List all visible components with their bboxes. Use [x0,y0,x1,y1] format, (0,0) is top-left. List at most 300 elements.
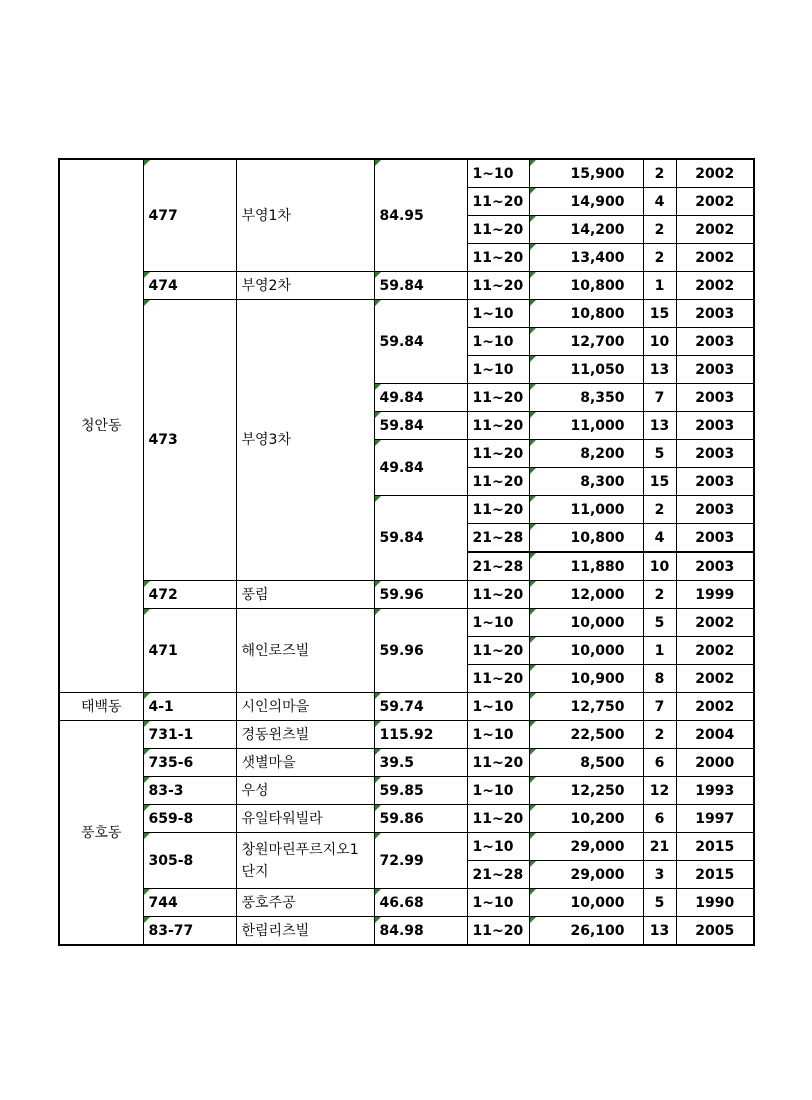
year-built-cell [676,609,754,637]
cell-marker-icon [144,777,150,783]
cell-marker-icon [530,805,536,811]
lot-number-cell-text: 731-1 [148,726,194,743]
floor-range-cell-text: 11~20 [472,586,524,603]
floor-range-cell-text: 11~20 [472,277,524,294]
cell-marker-icon [530,637,536,643]
floor-range-cell [467,552,529,581]
cell-marker-icon [530,665,536,671]
price-cell-text: 8,200 [580,445,625,462]
floor-range-cell [467,777,529,805]
area-cell [374,721,467,749]
complex-name-cell-text: 부영2차 [241,277,291,294]
year-built-cell [676,889,754,917]
area-cell [374,693,467,721]
price-cell [529,384,643,412]
cell-marker-icon [144,721,150,727]
cell-marker-icon [530,693,536,699]
cell-marker-icon [375,777,381,783]
cell-marker-icon [530,216,536,222]
price-cell-text: 10,800 [570,305,625,322]
unit-count-cell [643,384,676,412]
year-built-cell [676,468,754,496]
floor-range-cell-text: 11~20 [472,445,524,462]
complex-name-cell-text: 시인의마을 [241,698,310,715]
price-cell-text: 26,100 [570,922,625,939]
cell-marker-icon [530,188,536,194]
complex-name-cell-text: 우성 [241,782,269,799]
cell-marker-icon [530,300,536,306]
unit-count-cell [643,749,676,777]
floor-range-cell [467,833,529,861]
floor-range-cell [467,412,529,440]
cell-marker-icon [530,553,536,559]
area-cell [374,917,467,946]
price-cell-text: 10,000 [570,894,625,911]
floor-range-cell-text: 1~10 [472,726,514,743]
dong-cell-text: 청안동 [80,418,122,434]
dong-cell [59,693,143,721]
price-cell-text: 14,200 [570,221,625,238]
unit-count-cell [643,917,676,946]
floor-range-cell-text: 21~28 [472,558,524,575]
floor-range-cell [467,244,529,272]
lot-number-cell-text: 83-3 [148,782,184,799]
complex-name-cell [236,581,374,609]
year-built-cell [676,496,754,524]
cell-marker-icon [530,833,536,839]
lot-number-cell [143,777,236,805]
complex-name-cell-text: 유일타워빌라 [241,810,323,827]
year-built-cell [676,721,754,749]
area-cell [374,805,467,833]
year-built-cell-text: 2002 [695,165,735,182]
lot-number-cell [143,805,236,833]
year-built-cell [676,412,754,440]
area-cell-text: 115.92 [379,726,434,743]
floor-range-cell [467,300,529,328]
complex-name-cell [236,300,374,581]
cell-marker-icon [144,917,150,923]
lot-number-cell-text: 472 [148,586,178,603]
area-cell-text: 59.84 [379,333,424,350]
price-cell [529,637,643,665]
unit-count-cell [643,300,676,328]
complex-name-cell-text: 샛별마을 [241,754,296,771]
table-row [59,300,754,328]
unit-count-cell-text: 13 [649,361,670,378]
year-built-cell [676,356,754,384]
year-built-cell-text: 2003 [695,361,735,378]
unit-count-cell-text: 13 [649,922,670,939]
cell-marker-icon [530,581,536,587]
unit-count-cell-text: 2 [654,165,665,182]
year-built-cell [676,188,754,216]
lot-number-cell-text: 659-8 [148,810,194,827]
year-built-cell-text: 2003 [695,501,735,518]
unit-count-cell-text: 10 [649,333,670,350]
year-built-cell-text: 2002 [695,670,735,687]
price-cell [529,272,643,300]
floor-range-cell-text: 11~20 [472,810,524,827]
floor-range-cell-text: 1~10 [472,333,514,350]
floor-range-cell-text: 11~20 [472,922,524,939]
floor-range-cell-text: 1~10 [472,838,514,855]
price-cell-text: 8,300 [580,473,625,490]
year-built-cell-text: 1999 [695,586,735,603]
unit-count-cell-text: 2 [654,501,665,518]
area-cell [374,777,467,805]
price-cell [529,300,643,328]
complex-name-cell-text: 부영1차 [241,207,291,224]
price-cell-text: 12,250 [570,782,625,799]
lot-number-cell [143,889,236,917]
cell-marker-icon [530,777,536,783]
unit-count-cell-text: 7 [654,389,665,406]
cell-marker-icon [144,160,150,166]
cell-marker-icon [144,300,150,306]
floor-range-cell-text: 11~20 [472,221,524,238]
floor-range-cell [467,805,529,833]
year-built-cell-text: 2005 [695,922,735,939]
unit-count-cell-text: 4 [654,193,665,210]
price-cell [529,833,643,861]
cell-marker-icon [144,581,150,587]
price-cell [529,524,643,553]
price-cell-text: 10,800 [570,277,625,294]
area-cell [374,300,467,384]
price-cell [529,889,643,917]
year-built-cell-text: 2002 [695,277,735,294]
floor-range-cell-text: 11~20 [472,389,524,406]
cell-marker-icon [144,833,150,839]
cell-marker-icon [530,609,536,615]
complex-name-cell-text: 한림리츠빌 [241,922,310,939]
dong-cell-text: 태백동 [80,698,122,715]
price-cell-text: 15,900 [570,165,625,182]
price-cell [529,693,643,721]
price-cell [529,749,643,777]
cell-marker-icon [375,805,381,811]
lot-number-cell [143,272,236,300]
floor-range-cell-text: 11~20 [472,473,524,490]
area-cell-text: 49.84 [379,459,424,476]
price-cell-text: 11,000 [570,417,625,434]
price-cell-text: 11,000 [570,501,625,518]
price-cell-text: 10,000 [570,614,625,631]
price-cell [529,552,643,581]
year-built-cell [676,440,754,468]
year-built-cell-text: 2003 [695,558,735,575]
price-cell-text: 29,000 [570,866,625,883]
floor-range-cell [467,159,529,188]
unit-count-cell [643,805,676,833]
cell-marker-icon [144,693,150,699]
unit-count-cell-text: 7 [654,698,665,715]
cell-marker-icon [375,609,381,615]
dong-cell [59,721,143,946]
unit-count-cell [643,889,676,917]
floor-range-cell [467,524,529,553]
lot-number-cell-text: 735-6 [148,754,194,771]
complex-name-cell [236,833,374,889]
cell-marker-icon [144,805,150,811]
area-cell [374,159,467,272]
unit-count-cell [643,861,676,889]
unit-count-cell [643,777,676,805]
unit-count-cell [643,272,676,300]
unit-count-cell-text: 5 [654,614,665,631]
floor-range-cell [467,440,529,468]
unit-count-cell-text: 2 [654,726,665,743]
lot-number-cell [143,721,236,749]
floor-range-cell-text: 1~10 [472,894,514,911]
complex-name-cell [236,721,374,749]
year-built-cell [676,693,754,721]
unit-count-cell [643,356,676,384]
complex-name-cell [236,805,374,833]
year-built-cell [676,300,754,328]
lot-number-cell [143,917,236,946]
area-cell [374,609,467,693]
price-cell-text: 14,900 [570,193,625,210]
floor-range-cell [467,889,529,917]
complex-name-cell [236,917,374,946]
price-cell [529,777,643,805]
area-cell-text: 49.84 [379,389,424,406]
unit-count-cell-text: 3 [654,866,665,883]
floor-range-cell [467,216,529,244]
unit-count-cell [643,721,676,749]
unit-count-cell [643,637,676,665]
price-cell [529,412,643,440]
lot-number-cell [143,159,236,272]
floor-range-cell [467,356,529,384]
price-cell-text: 10,800 [570,529,625,546]
area-cell [374,440,467,496]
floor-range-cell [467,917,529,946]
floor-range-cell-text: 21~28 [472,866,524,883]
floor-range-cell-text: 1~10 [472,698,514,715]
floor-range-cell [467,581,529,609]
price-cell [529,328,643,356]
price-cell-text: 29,000 [570,838,625,855]
year-built-cell-text: 2003 [695,333,735,350]
area-cell-text: 59.85 [379,782,424,799]
floor-range-cell [467,384,529,412]
unit-count-cell-text: 2 [654,249,665,266]
unit-count-cell-text: 10 [649,558,670,575]
price-cell-text: 10,900 [570,670,625,687]
cell-marker-icon [530,412,536,418]
area-cell-text: 59.86 [379,810,424,827]
cell-marker-icon [530,524,536,530]
unit-count-cell [643,440,676,468]
floor-range-cell [467,272,529,300]
year-built-cell [676,552,754,581]
unit-count-cell [643,552,676,581]
unit-count-cell-text: 8 [654,670,665,687]
lot-number-cell-text: 471 [148,642,178,659]
unit-count-cell-text: 1 [654,642,665,659]
area-cell-text: 59.84 [379,417,424,434]
complex-name-cell [236,159,374,272]
year-built-cell-text: 2015 [695,866,735,883]
price-cell-text: 11,050 [570,361,625,378]
complex-name-cell [236,693,374,721]
cell-marker-icon [530,861,536,867]
area-cell [374,581,467,609]
dong-cell [59,159,143,693]
price-cell [529,188,643,216]
unit-count-cell-text: 4 [654,529,665,546]
year-built-cell [676,861,754,889]
table-row [59,581,754,609]
unit-count-cell [643,665,676,693]
cell-marker-icon [375,300,381,306]
year-built-cell-text: 2003 [695,445,735,462]
complex-name-cell [236,272,374,300]
lot-number-cell-text: 473 [148,432,178,448]
area-cell-text: 59.74 [379,698,424,715]
unit-count-cell [643,412,676,440]
year-built-cell [676,749,754,777]
cell-marker-icon [375,693,381,699]
price-cell-text: 10,200 [570,810,625,827]
area-cell-text: 46.68 [379,894,424,911]
cell-marker-icon [375,160,381,166]
table-row [59,777,754,805]
cell-marker-icon [375,889,381,895]
year-built-cell [676,384,754,412]
year-built-cell-text: 2015 [695,838,735,855]
price-cell-text: 12,000 [570,586,625,603]
year-built-cell-text: 2003 [695,417,735,434]
floor-range-cell-text: 21~28 [472,529,524,546]
lot-number-cell-text: 744 [148,894,178,911]
unit-count-cell [643,581,676,609]
area-cell [374,496,467,581]
cell-marker-icon [375,721,381,727]
area-cell-text: 59.84 [379,530,424,546]
table-row [59,749,754,777]
cell-marker-icon [530,917,536,923]
cell-marker-icon [375,917,381,923]
price-cell [529,861,643,889]
floor-range-cell [467,721,529,749]
table-row [59,721,754,749]
unit-count-cell [643,244,676,272]
table-row [59,272,754,300]
floor-range-cell-text: 11~20 [472,249,524,266]
cell-marker-icon [530,721,536,727]
lot-number-cell-text: 305-8 [148,852,194,869]
cell-marker-icon [530,749,536,755]
complex-name-cell-text: 해인로즈빌 [241,642,310,659]
year-built-cell-text: 2002 [695,698,735,715]
complex-name-cell-text: 부영3차 [241,432,291,448]
unit-count-cell-text: 2 [654,221,665,238]
floor-range-cell [467,693,529,721]
price-cell-text: 10,000 [570,642,625,659]
floor-range-cell-text: 11~20 [472,417,524,434]
floor-range-cell [467,496,529,524]
apartment-price-table [58,158,755,946]
area-cell-text: 72.99 [379,852,424,869]
cell-marker-icon [375,440,381,446]
year-built-cell [676,524,754,553]
lot-number-cell-text: 83-77 [148,922,194,939]
cell-marker-icon [375,412,381,418]
area-cell-text: 59.84 [379,277,424,294]
year-built-cell-text: 2002 [695,249,735,266]
floor-range-cell-text: 1~10 [472,305,514,322]
complex-name-cell [236,889,374,917]
year-built-cell [676,216,754,244]
cell-marker-icon [144,889,150,895]
dong-cell-text: 풍호동 [80,824,122,841]
complex-name-cell-text: 풍호주공 [241,894,296,911]
price-cell [529,244,643,272]
year-built-cell-text: 2003 [695,473,735,490]
year-built-cell-text: 1993 [695,782,735,799]
area-cell-text: 59.96 [379,586,424,603]
floor-range-cell-text: 1~10 [472,614,514,631]
unit-count-cell [643,468,676,496]
unit-count-cell-text: 2 [654,586,665,603]
area-cell [374,889,467,917]
price-cell [529,216,643,244]
year-built-cell-text: 2002 [695,642,735,659]
year-built-cell [676,665,754,693]
floor-range-cell-text: 11~20 [472,670,524,687]
unit-count-cell-text: 6 [654,810,665,827]
floor-range-cell [467,609,529,637]
area-cell-text: 84.95 [379,207,424,224]
table-row [59,805,754,833]
year-built-cell-text: 2002 [695,193,735,210]
price-cell-text: 11,880 [570,558,625,575]
cell-marker-icon [144,749,150,755]
floor-range-cell-text: 11~20 [472,642,524,659]
complex-name-cell [236,749,374,777]
complex-name-cell-text: 창원마린푸르지오1단지 [241,841,359,880]
floor-range-cell [467,637,529,665]
cell-marker-icon [375,833,381,839]
cell-marker-icon [530,889,536,895]
unit-count-cell [643,216,676,244]
price-cell-text: 8,350 [580,389,625,406]
unit-count-cell-text: 12 [649,782,670,799]
lot-number-cell [143,833,236,889]
price-cell-text: 22,500 [570,726,625,743]
year-built-cell [676,328,754,356]
lot-number-cell-text: 474 [148,277,178,294]
area-cell-text: 59.96 [379,642,424,659]
unit-count-cell [643,609,676,637]
unit-count-cell [643,328,676,356]
floor-range-cell-text: 1~10 [472,165,514,182]
unit-count-cell-text: 15 [649,305,670,322]
unit-count-cell-text: 13 [649,417,670,434]
unit-count-cell [643,693,676,721]
unit-count-cell [643,188,676,216]
cell-marker-icon [530,328,536,334]
lot-number-cell [143,300,236,581]
table-row [59,889,754,917]
price-cell-text: 12,700 [570,333,625,350]
year-built-cell [676,917,754,946]
table-row [59,833,754,861]
